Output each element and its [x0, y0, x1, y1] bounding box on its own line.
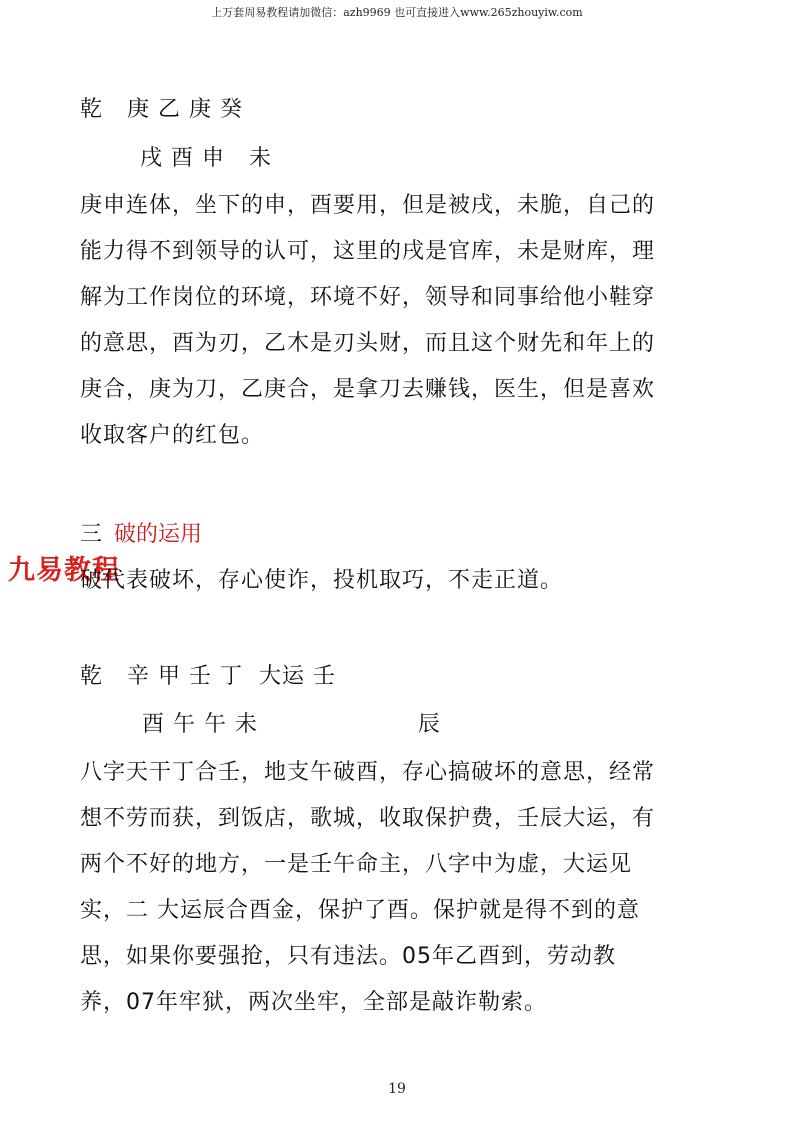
watermark-logo: 九易教程	[8, 555, 120, 586]
section-intro: 破代表破坏，存心使诈，投机取巧，不走正道。	[80, 568, 564, 593]
header-note: 上万套周易教程请加微信：azh9969 也可直接进入www.265zhouyiw.com	[211, 6, 583, 19]
chart2-stems-line: 乾 辛 甲 壬 丁 大运 壬	[80, 664, 336, 689]
paragraph-1-line: 庚合，庚为刀，乙庚合，是拿刀去赚钱，医生，但是喜欢	[80, 377, 656, 402]
section-heading	[80, 520, 202, 550]
paragraph-2-line: 想不劳而获，到饭店，歌城，收取保护费，壬辰大运，有	[80, 806, 656, 831]
paragraph-2-line: 两个不好的地方，一是壬午命主，八字中为虚，大运见	[80, 852, 633, 877]
section-title: 破的运用	[114, 522, 203, 547]
paragraph-2-line: 实，二 大运辰合酉金，保护了酉。保护就是得不到的意	[80, 898, 640, 923]
paragraph-2-line: 思，如果你要强抢，只有违法。05年乙酉到，劳动教	[80, 944, 616, 969]
paragraph-2-line: 八字天干丁合壬，地支午破酉，存心搞破坏的意思，经常	[80, 760, 656, 785]
paragraph-1-line: 能力得不到领导的认可，这里的戌是官库，未是财库，理	[80, 239, 656, 264]
paragraph-2	[80, 750, 724, 1026]
paragraph-1-line: 收取客户的红包。	[80, 423, 265, 448]
paragraph-2-line: 养，07年牢狱，两次坐牢，全部是敲诈勒索。	[80, 990, 547, 1015]
paragraph-1	[80, 183, 724, 459]
paragraph-1-line: 解为工作岗位的环境，环境不好，领导和同事给他小鞋穿	[80, 285, 656, 310]
page-number: 19	[388, 1081, 406, 1097]
chart1-branches-line: 戌 酉 申 未	[140, 146, 272, 171]
chart1-stems-line: 乾 庚 乙 庚 癸	[80, 97, 243, 122]
paragraph-1-line: 的意思，酉为刃，乙木是刃头财，而且这个财先和年上的	[80, 331, 656, 356]
paragraph-1-line: 庚申连体，坐下的申，酉要用，但是被戌，未脆，自己的	[80, 193, 656, 218]
section-number: 三	[80, 522, 103, 547]
chart2-branches-line: 酉 午 午 未 辰	[142, 712, 441, 737]
